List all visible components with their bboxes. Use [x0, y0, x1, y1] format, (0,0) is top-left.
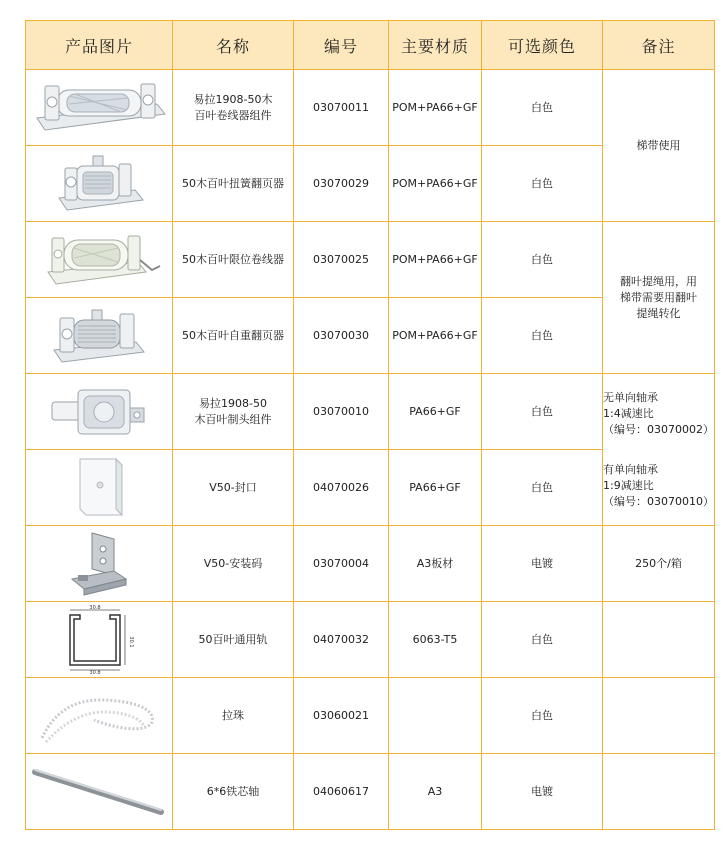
product-code: 03070029: [294, 146, 389, 222]
rail-profile-icon: [54, 605, 144, 675]
product-color: 白色: [482, 374, 603, 450]
product-code: 03070004: [294, 526, 389, 602]
header-remark: 备注: [603, 21, 715, 70]
product-material: PA66+GF: [389, 374, 482, 450]
product-material: PA66+GF: [389, 450, 482, 526]
product-color: 白色: [482, 298, 603, 374]
remark-with-oneway: 有单向轴承 1:9减速比 （编号：03070010）: [603, 462, 714, 508]
header-name: 名称: [173, 21, 294, 70]
remark-no-oneway: 无单向轴承 1:4减速比 （编号：03070002）: [603, 390, 714, 436]
mounting-bracket-icon: [54, 529, 144, 599]
rail-dimension-side: 30.1: [128, 635, 134, 648]
limit-roller-icon: [34, 226, 164, 294]
product-image: [26, 146, 173, 222]
product-image: [26, 450, 173, 526]
product-material: POM+PA66+GF: [389, 222, 482, 298]
product-image: [26, 526, 173, 602]
table-row: [26, 222, 715, 298]
product-color: 白色: [482, 450, 603, 526]
product-code: 03070011: [294, 70, 389, 146]
table-row: [26, 526, 715, 602]
product-image: [26, 298, 173, 374]
product-color: 白色: [482, 678, 603, 754]
product-code: 03070030: [294, 298, 389, 374]
product-color: 电镀: [482, 754, 603, 830]
product-name: 50百叶通用轨: [173, 602, 294, 678]
header-code: 编号: [294, 21, 389, 70]
product-color: 白色: [482, 146, 603, 222]
table-row: [26, 678, 715, 754]
header-row: [26, 21, 715, 70]
product-image: [26, 602, 173, 678]
product-name: 易拉1908-50 木百叶制头组件: [173, 374, 294, 450]
product-name: 拉珠: [173, 678, 294, 754]
product-color: 白色: [482, 602, 603, 678]
product-code: 04060617: [294, 754, 389, 830]
spring-tilter-icon: [49, 150, 149, 218]
rail-dimension-bottom: 30.8: [89, 669, 101, 675]
remark-empty: [603, 602, 715, 678]
table-row: [26, 374, 715, 450]
remark-bearing: [603, 374, 715, 526]
product-material: POM+PA66+GF: [389, 70, 482, 146]
product-code: 03070010: [294, 374, 389, 450]
product-image: [26, 222, 173, 298]
product-name: 50木百叶扭簧翻页器: [173, 146, 294, 222]
gravity-tilter-icon: [44, 302, 154, 370]
product-image: [26, 70, 173, 146]
product-color: 白色: [482, 222, 603, 298]
table-row: [26, 602, 715, 678]
product-material: A3板材: [389, 526, 482, 602]
remark-pack: 250个/箱: [603, 526, 715, 602]
bead-chain-icon: [34, 682, 164, 750]
product-code: 03060021: [294, 678, 389, 754]
product-image: [26, 678, 173, 754]
product-code: 03070025: [294, 222, 389, 298]
product-image: [26, 374, 173, 450]
remark-empty: [603, 678, 715, 754]
product-name: V50-安装码: [173, 526, 294, 602]
product-material: POM+PA66+GF: [389, 298, 482, 374]
header-color: 可选颜色: [482, 21, 603, 70]
product-material: A3: [389, 754, 482, 830]
product-name: 50木百叶自重翻页器: [173, 298, 294, 374]
remark-tilt: 翻叶提绳用，用 梯带需要用翻叶 提绳转化: [603, 222, 715, 374]
remark-empty: [603, 754, 715, 830]
product-material: POM+PA66+GF: [389, 146, 482, 222]
product-code: 04070026: [294, 450, 389, 526]
product-name: 易拉1908-50木 百叶卷线器组件: [173, 70, 294, 146]
product-color: 电镀: [482, 526, 603, 602]
product-name: 6*6铁芯轴: [173, 754, 294, 830]
header-material: 主要材质: [389, 21, 482, 70]
table-row: [26, 754, 715, 830]
table-row: [26, 70, 715, 146]
iron-shaft-icon: [29, 758, 169, 826]
product-name: V50-封口: [173, 450, 294, 526]
header-image: 产品图片: [26, 21, 173, 70]
product-code: 04070032: [294, 602, 389, 678]
end-cap-icon: [64, 453, 134, 523]
remark-ladder: 梯带使用: [603, 70, 715, 222]
product-image: [26, 754, 173, 830]
head-brake-assembly-icon: [44, 378, 154, 446]
product-name: 50木百叶限位卷线器: [173, 222, 294, 298]
product-color: 白色: [482, 70, 603, 146]
tilt-roller-assembly-icon: [29, 74, 169, 142]
product-material: [389, 678, 482, 754]
rail-dimension-top: 30.8: [89, 604, 101, 611]
product-material: 6063-T5: [389, 602, 482, 678]
parts-table: [25, 20, 715, 830]
